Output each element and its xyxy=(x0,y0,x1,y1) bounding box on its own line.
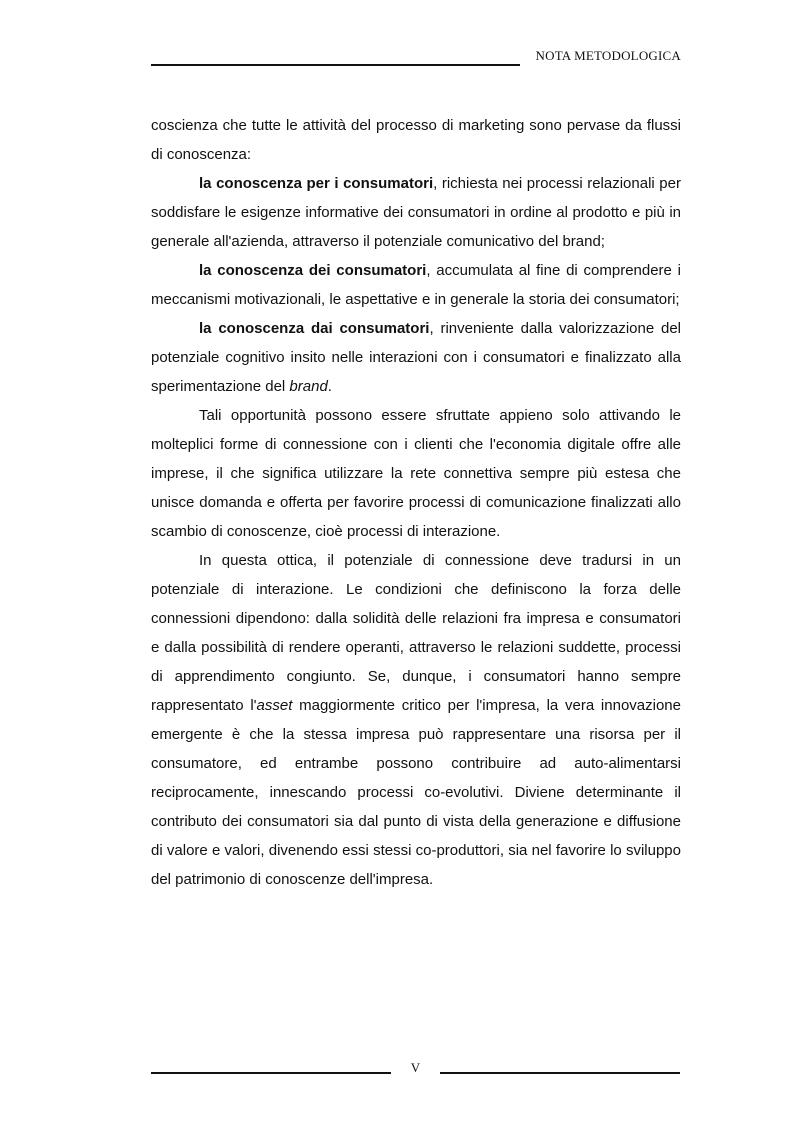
running-header: NOTA METODOLOGICA xyxy=(535,48,681,63)
paragraph-4-bold: la conoscenza dai consumatori xyxy=(199,320,430,337)
paragraph-1 xyxy=(151,111,681,169)
paragraph-3-text: , accumulata al fine di comprendere i meccanismi motivazionali, le aspettative e in generale la storia dei consumatori; xyxy=(151,262,681,308)
paragraph-4-text: , rinveniente dalla valorizzazione del potenziale cognitivo insito nelle interazioni con i consumatori e finalizzato alla sperimentazione del xyxy=(151,320,682,395)
paragraph-6-text-b: maggiormente critico per l'impresa, la vera innovazione emergente è che la stessa impresa può rappresentare una risorsa per il consumatore, ed entrambe possono contribuire ad auto-alimentarsi reciprocamente, innescando processi co-evolutivi. Diviene determinante il contributo dei consumatori sia dal punto di vista della generazione e diffusione di valore e valori, divenendo essi stessi co-produttori, sia nel favorire lo sviluppo del patrimonio di conoscenze dell'impresa. xyxy=(151,697,681,888)
paragraph-4-italic: brand xyxy=(289,378,328,395)
footer-rule-left xyxy=(151,1072,391,1074)
paragraph-2-bold: la conoscenza per i consumatori xyxy=(199,175,434,192)
paragraph-3 xyxy=(151,256,681,314)
header-rule xyxy=(151,64,520,66)
paragraph-2 xyxy=(151,169,681,256)
paragraph-2-text: , richiesta nei processi relazionali per soddisfare le esigenze informative dei consumatori in ordine al prodotto e più in generale all'azienda, attraverso il potenziale comunicativo del brand; xyxy=(151,175,681,250)
paragraph-4 xyxy=(151,314,681,401)
paragraph-6-text-a: In questa ottica, il potenziale di connessione deve tradursi in un potenziale di interazione. Le condizioni che definiscono la forza delle connessioni dipendono: dalla solidità delle relazioni fra impresa e consumatori e dalla possibilità di rendere operanti, attraverso le relazioni suddette, processi di apprendimento congiunto. Se, dunque, i consumatori hanno sempre rappresentato l' xyxy=(151,552,681,714)
footer-rule-right xyxy=(440,1072,680,1074)
body-text xyxy=(151,111,681,894)
paragraph-5 xyxy=(151,401,681,546)
page-number: V xyxy=(410,1060,421,1075)
paragraph-6 xyxy=(151,546,681,894)
paragraph-5-text: Tali opportunità possono essere sfruttate appieno solo attivando le molteplici forme di connessione con i clienti che l'economia digitale offre alle imprese, il che significa utilizzare la rete connettiva sempre più estesa che unisce domanda e offerta per favorire processi di comunicazione finalizzati allo scambio di conoscenze, cioè processi di interazione. xyxy=(151,407,681,540)
paragraph-1-text: coscienza che tutte le attività del processo di marketing sono pervase da flussi di conoscenza: xyxy=(151,117,681,163)
paragraph-6-italic: asset xyxy=(256,697,293,714)
paragraph-4-end: . xyxy=(327,378,332,395)
paragraph-3-bold: la conoscenza dei consumatori xyxy=(199,262,427,279)
